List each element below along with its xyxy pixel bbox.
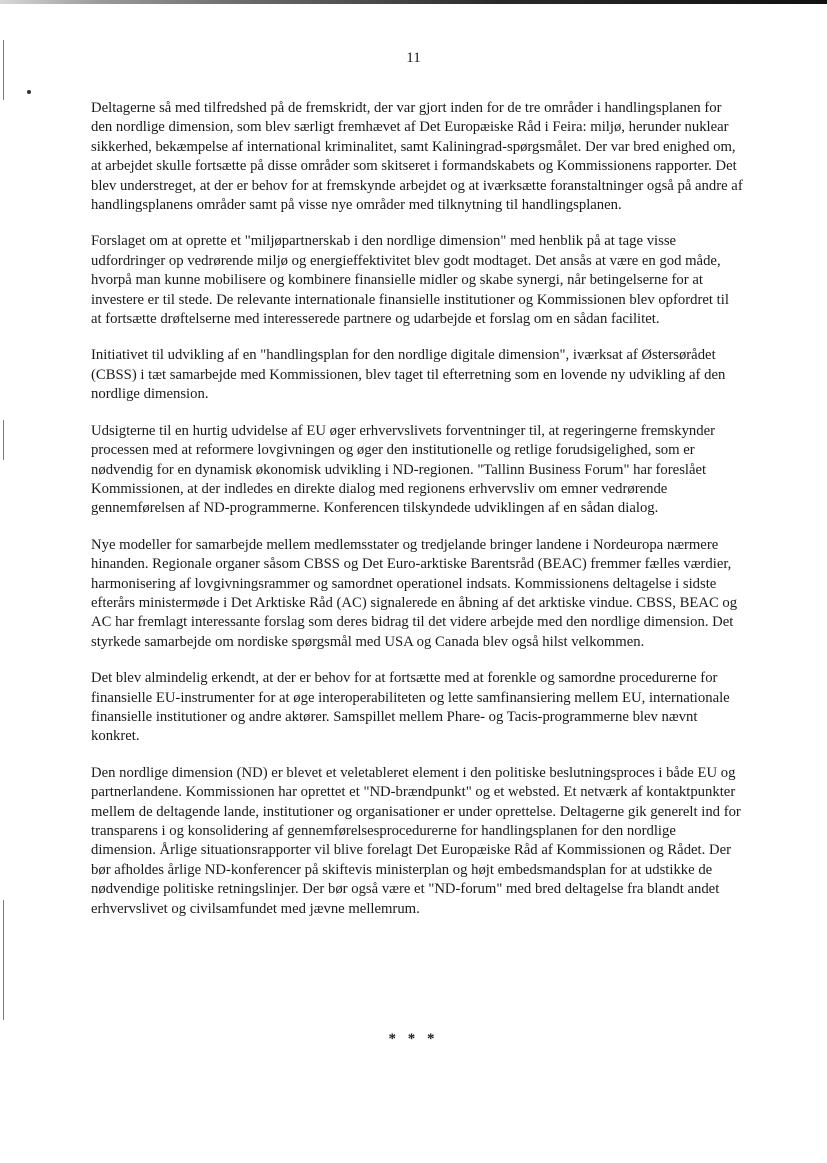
paragraph: Deltagerne så med tilfredshed på de fremskridt, der var gjort inden for de tre områder i handlingsplanen for den nordlige dimension, som blev særligt fremhævet af Det Europæiske Råd i Feira: miljø, herunder nuklear sikkerhed, bekæmpelse af international kriminalitet, samt Kaliningrad-spørgsmålet. Der var bred enighed om, at arbejdet skulle fortsætte på disse områder som skitseret i formandskabets og Kommissionens rapporter. Det blev understreget, at der er behov for at fremskynde arbejdet og at iværksætte foranstaltninger også på andre af handlingsplanens områder samt på visse nye områder med tilknytning til handlingsplanen. [91, 100, 743, 214]
paragraph: Udsigterne til en hurtig udvidelse af EU øger erhvervslivets forventninger til, at regeringerne fremskynder processen med at reformere lovgivningen og øger den institutionelle og retlige forudsigelighed, som er nødvendig for en dynamisk økonomisk udvikling i ND-regionen. "Tallinn Business Forum" har foreslået Kommissionen, at der indledes en direkte dialog med regionens erhvervsliv om emner vedrørende gennemførelsen af ND-programmerne. Konferencen tilskyndede udviklingen af en sådan dialog. [91, 422, 716, 517]
scan-top-edge [0, 0, 827, 4]
paragraph: Det blev almindelig erkendt, at der er behov for at fortsætte med at forenkle og samordne procedurerne for finansielle EU-instrumenter for at øge interoperabiliteten og lette samfinansiering mellem EU, internationale finansielle institutioner og andre aktører. Samspillet mellem Phare- og Tacis-programmerne blev nævnt konkret. [91, 670, 730, 745]
paragraph: Forslaget om at oprette et "miljøpartnerskab i den nordlige dimension" med henblik på at tage visse udfordringer op vedrørende miljø og energieffektivitet blev godt modtaget. Det ansås at være en god måde, hvorpå man kunne mobilisere og kombinere finansielle midler og skabe synergi, når betingelserne for at investere er til stede. De relevante internationale finansielle institutioner og Kommissionen blev opfordret til at fortsætte drøftelserne med interesserede partnere og udarbejde et forslag om en sådan facilitet. [91, 233, 729, 328]
scan-speck [27, 90, 31, 94]
document-body [91, 99, 743, 936]
paragraph: Nye modeller for samarbejde mellem medlemsstater og tredjelande bringer landene i Nordeuropa nærmere hinanden. Regionale organer såsom CBSS og Det Euro-arktiske Barentsråd (BEAC) fremmer fælles værdier, harmonisering af lovgivningsrammer og samordnet operationel indsats. Kommissionens deltagelse i sidste efterårs ministermøde i Det Arktiske Råd (AC) signalerede en åbning af det arktiske vindue. CBSS, BEAC og AC har fremlagt interessante forslag som deres bidrag til det videre arbejde med den nordlige dimension. Det styrkede samarbejde om nordiske spørgsmål med USA og Canada blev også hilst velkommen. [91, 536, 738, 650]
scan-margin-mark [3, 900, 4, 1020]
page-number: 11 [406, 50, 421, 66]
section-separator: * * * [388, 1031, 439, 1047]
scan-margin-mark [3, 420, 4, 460]
paragraph: Den nordlige dimension (ND) er blevet et veletableret element i den politiske beslutningsproces i både EU og partnerlandene. Kommissionen har oprettet et "ND-brændpunkt" og et websted. Et netværk af kontaktpunkter mellem de deltagende lande, institutioner og organisationer er under oprettelse. Deltagerne gik generelt ind for transparens i og konsolidering af gennemførelsesprocedurerne for handlingsplanen for den nordlige dimension. Årlige situationsrapporter vil blive forelagt Det Europæiske Råd af Kommissionen og Rådet. Der bør afholdes årlige ND-konferencer på skiftevis ministerplan og højt embedsmandsplan for at udstikke de nødvendige politiske retningslinjer. Der bør også være et "ND-forum" med bred deltagelse fra blandt andet erhvervslivet og civilsamfundet med jævne mellemrum. [91, 764, 741, 917]
paragraph: Initiativet til udvikling af en "handlingsplan for den nordlige digitale dimension", iværksat af Østersørådet (CBSS) i tæt samarbejde med Kommissionen, blev taget til efterretning som en lovende ny udvikling af den nordlige dimension. [91, 347, 726, 403]
scan-margin-mark [3, 40, 4, 100]
